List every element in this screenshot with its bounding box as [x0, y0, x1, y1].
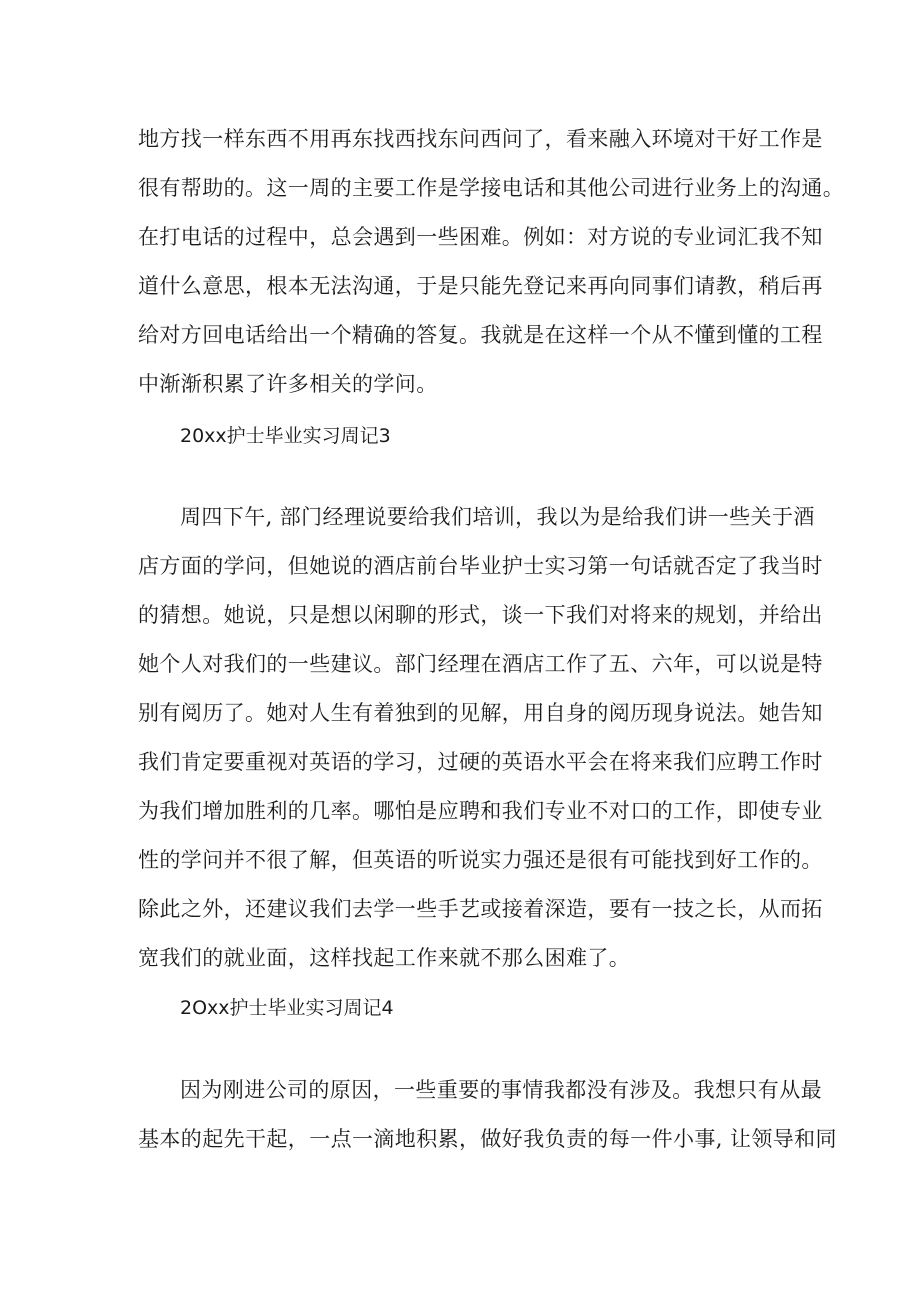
section-heading-3: 20xx护士毕业实习周记3: [180, 425, 391, 447]
paragraph-continued: [138, 115, 845, 409]
text-line: 性的学问并不很了解，但英语的听说实力强还是很有可能找到好工作的。: [138, 848, 823, 872]
text-line: 别有阅历了。她对人生有着独到的见解，用自身的阅历现身说法。她告知: [138, 701, 823, 725]
text-line: 宽我们的就业面，这样找起工作来就不那么困难了。: [138, 946, 631, 970]
text-line: 很有帮助的。这一周的主要工作是学接电话和其他公司进行业务上的沟通。: [138, 176, 845, 200]
text-line: 给对方回电话给出一个精确的答复。我就是在这样一个从不懂到懂的工程: [138, 323, 823, 347]
section-heading-4: 2Oxx护士毕业实习周记4: [180, 997, 394, 1019]
paragraph-week-3: [138, 493, 823, 983]
text-line: 我们肯定要重视对英语的学习，过硬的英语水平会在将来我们应聘工作时: [138, 750, 823, 774]
text-line: 中渐渐积累了许多相关的学问。: [138, 372, 438, 396]
text-line: 基本的起先干起，一点一滴地积累，做好我负责的每一件小事, 让领导和同: [138, 1127, 837, 1151]
text-line: 的猜想。她说，只是想以闲聊的形式，谈一下我们对将来的规划，并给出: [138, 603, 823, 627]
text-line: 她个人对我们的一些建议。部门经理在酒店工作了五、六年，可以说是特: [138, 652, 823, 676]
text-line: 店方面的学问，但她说的酒店前台毕业护士实习第一句话就否定了我当时: [138, 554, 823, 578]
text-line: 道什么意思，根本无法沟通，于是只能先登记来再向同事们请教，稍后再: [138, 274, 823, 298]
text-line: 周四下午, 部门经理说要给我们培训，我以为是给我们讲一些关于酒: [180, 505, 815, 529]
text-line: 地方找一样东西不用再东找西找东问西问了，看来融入环境对干好工作是: [138, 127, 823, 151]
paragraph-week-4: [138, 1066, 837, 1164]
text-line: 为我们增加胜利的几率。哪怕是应聘和我们专业不对口的工作，即使专业: [138, 799, 823, 823]
text-line: 因为刚进公司的原因，一些重要的事情我都没有涉及。我想只有从最: [180, 1078, 822, 1102]
text-line: 在打电话的过程中，总会遇到一些困难。例如：对方说的专业词汇我不知: [138, 225, 823, 249]
text-line: 除此之外，还建议我们去学一些手艺或接着深造，要有一技之长，从而拓: [138, 897, 823, 921]
